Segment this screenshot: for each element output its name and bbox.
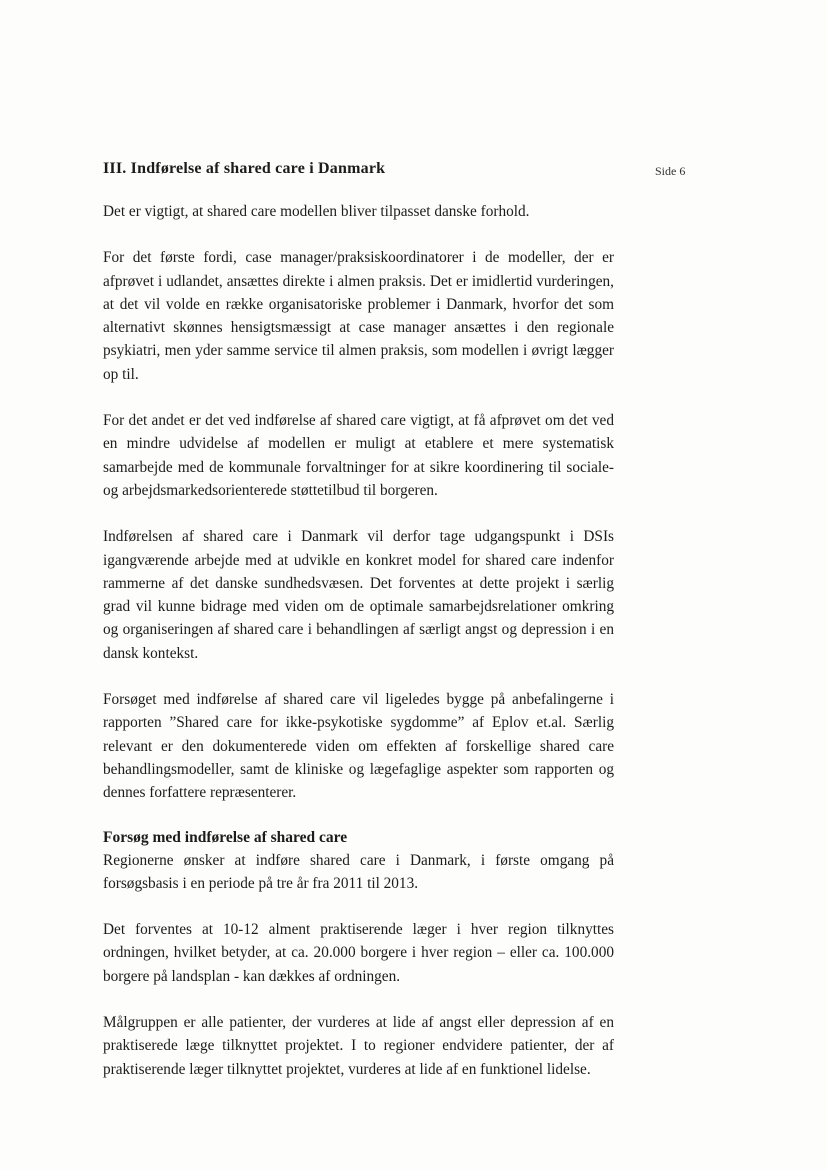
trial-intro: Regionerne ønsker at indføre shared care i Danmark, i første omgang på forsøgsbasis i en periode på tre år fra 2011 til 2013.: [103, 851, 614, 892]
trial-section: [103, 827, 614, 896]
paragraph-first-reason: For det første fordi, case manager/praksiskoordinatorer i de modeller, der er afprøvet i udlandet, ansættes direkte i almen praksis. Det er imidlertid vurderingen, at det vil volde en række organisatoriske problemer i Danmark, hvorfor det som alternativt skønnes hensigtsmæssigt at case manager ansættes i den regionale psykiatri, men yder samme service til almen praksis, som modellen i øvrigt lægger op til.: [103, 249, 614, 383]
paragraph-recommendations: Forsøget med indførelse af shared care vil ligeledes bygge på anbefalingerne i rapporten ”Shared care for ikke-psykotiske sygdomme” af Eplov et.al. Særlig relevant er den dokumenterede viden om effekten af forskellige shared care behandlingsmodeller, samt de kliniske og lægefaglige aspekter som rapporten og dennes forfattere repræsenterer.: [103, 691, 614, 802]
section-heading: III. Indførelse af shared care i Danmark: [103, 160, 386, 177]
paragraph-coverage: Det forventes at 10-12 alment praktiserende læger i hver region tilknyttes ordningen, hvilket betyder, at ca. 20.000 borgere i hver region – eller ca. 100.000 borgere på landsplan - kan dækkes af ordningen.: [103, 921, 614, 985]
page-number: Side 6: [655, 164, 686, 178]
paragraph-intro: Det er vigtigt, at shared care modellen bliver tilpasset danske forhold.: [103, 203, 530, 220]
document-body: [103, 158, 614, 1081]
paragraph-dsi-basis: Indførelsen af shared care i Danmark vil derfor tage udgangspunkt i DSIs igangværende arbejde med at udvikle en konkret model for shared care indenfor rammerne af det danske sundhedsvæsen. Det forventes at dette projekt i særlig grad vil kunne bidrage med viden om de optimale samarbejdsrelationer omkring og organiseringen af shared care i behandlingen af særligt angst og depression i en dansk kontekst.: [103, 528, 614, 662]
paragraph-second-reason: For det andet er det ved indførelse af shared care vigtigt, at få afprøvet om det ved en mindre udvidelse af modellen er muligt at etablere et mere systematisk samarbejde med de kommunale forvaltninger for at sikre koordinering til sociale- og arbejdsmarkedsorienterede støttetilbud til borgeren.: [103, 412, 614, 499]
paragraph-target-group: Målgruppen er alle patienter, der vurderes at lide af angst eller depression af en praktiserede læge tilknyttet projektet. I to regioner endvidere patienter, der af praktiserende læger tilknyttet projektet, vurderes at lide af en funktionel lidelse.: [103, 1014, 614, 1078]
trial-subheading: Forsøg med indførelse af shared care: [103, 828, 348, 846]
